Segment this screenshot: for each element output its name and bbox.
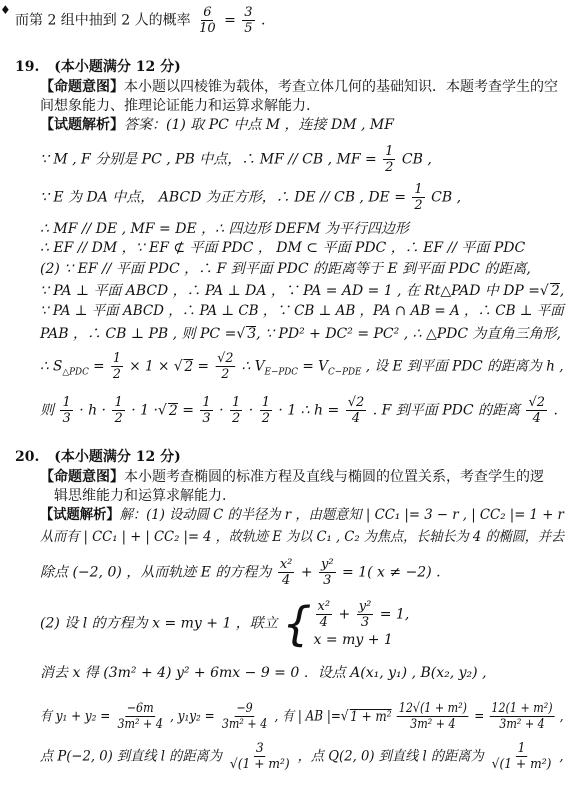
fraction: [490, 742, 554, 771]
text: . F 到平面 PDC 的距离: [372, 402, 521, 419]
fraction: [228, 742, 292, 771]
text: , ∵ PD² + DC² = PC² , ∴ △PDC 为直角三角形,: [256, 326, 561, 342]
equals: =: [197, 358, 209, 375]
fraction: [346, 396, 367, 425]
text: 则: [40, 402, 54, 419]
plus: +: [338, 606, 351, 623]
denominator: 2: [114, 411, 123, 426]
fraction: [111, 352, 123, 381]
q20-header: [15, 450, 181, 464]
q20-line-1: 从而有 | CC₁ | + | CC₂ |= 4 ，故轨迹 E 为以 C₁ , C₂ 为焦点，长轴长为 4 的椭圆，并去: [40, 529, 565, 545]
q20-intent-line2: 辑思维能力和运算求解能力.: [54, 488, 227, 504]
denominator: 4: [351, 411, 361, 426]
denominator: √(1 + m²): [229, 757, 290, 772]
text: 本小题考查椭圆的标准方程及直线与椭圆的位置关系，考查学生的逻: [124, 469, 544, 485]
numerator: −6m: [126, 701, 154, 716]
plus: +: [300, 564, 313, 581]
denominator: 3m² + 4: [221, 717, 268, 732]
numerator: 12√(1 + m²): [398, 701, 467, 716]
numerator: 1: [202, 395, 211, 410]
text: ∴ S: [40, 358, 63, 375]
q20-line-4: 消去 x 得 (3m² + 4) y² + 6mx − 9 = 0 ．设点 A(x₁, y₁) , B(x₂, y₂) ,: [40, 665, 487, 681]
radicand: 2: [184, 358, 194, 375]
fraction: [200, 396, 212, 425]
numerator: 3: [244, 5, 253, 20]
denominator: 2: [232, 411, 241, 426]
text: × 1 ×: [129, 358, 170, 375]
text: 除点 (−2, 0) ，从而轨迹 E 的方程为: [40, 564, 272, 581]
numerator: 1: [517, 741, 526, 756]
fraction: [230, 396, 242, 425]
q20-analysis-line: [40, 508, 564, 522]
text: 本小题以四棱锥为载体，考查立体几何的基础知识．本题考查学生的空: [124, 79, 558, 95]
numerator: √2: [347, 395, 365, 410]
text: PAB ，∴ CB ⊥ PB , 则 PC =: [40, 326, 237, 342]
question-number: 20.: [15, 449, 40, 465]
text: ，点 Q(2, 0) 到直线 l 的距离为: [297, 748, 484, 765]
equals: =: [93, 358, 105, 375]
q19-header: [15, 60, 181, 74]
fraction: [526, 396, 547, 425]
fraction: [60, 396, 72, 425]
top-probability-line: [15, 6, 265, 35]
fraction: [220, 702, 269, 731]
q19-line-6: ∵ PA ⊥ 平面 ABCD ，∴ PA ⊥ DA ，∵ PA = AD = 1 , 在 Rt△PAD 中 DP =√ 2,: [40, 283, 565, 299]
denominator: 3: [62, 411, 71, 426]
fraction: [260, 396, 272, 425]
fraction: [412, 183, 424, 212]
text: · h ·: [79, 402, 107, 419]
text: ∵ PA ⊥ 平面 ABCD ，∴ PA ⊥ DA ，∵ PA = AD = 1 , 在 Rt△PAD 中 DP =: [40, 283, 540, 299]
denominator: 4: [281, 573, 291, 588]
text: 点 P(−2, 0) 到直线 l 的距离为: [40, 748, 222, 765]
text: = 1,: [379, 606, 410, 623]
question-title: (本小题满分 12 分): [54, 59, 181, 75]
text: 解：(1) 设动圆 C 的半径为 r ，由题意知 | CC₁ |= 3 − r , | CC₂ |= 1 + r: [119, 507, 564, 523]
numerator: y²: [358, 599, 372, 614]
numerator: 12(1 + m²): [491, 701, 553, 716]
denominator: 3m² + 4: [499, 717, 545, 732]
analysis-tag: 【试题解析】: [40, 507, 120, 523]
numerator: −9: [236, 701, 253, 716]
fraction: [197, 6, 218, 35]
fraction: [397, 702, 469, 731]
denominator: 3m² + 4: [117, 717, 163, 732]
q19-line-8: PAB ，∴ CB ⊥ PB , 则 PC =√ 3, ∵ PD² + DC² = PC² , ∴ △PDC 为直角三角形,: [40, 326, 561, 342]
equals: =: [182, 402, 194, 419]
numerator: y²: [321, 557, 334, 572]
numerator: 6: [203, 5, 212, 20]
analysis-tag: 【试题解析】: [40, 117, 124, 133]
q19-intent-line2: 间想象能力、推理论证能力和运算求解能力.: [40, 98, 311, 114]
numerator: x²: [317, 599, 331, 614]
radicand: 1 + m²: [350, 708, 392, 725]
q19-line-1: [40, 145, 432, 174]
system-row-1: [314, 600, 410, 629]
radicand: 2: [550, 283, 560, 299]
numerator: 3: [255, 741, 264, 756]
fraction: [112, 396, 124, 425]
text: , y₁y₂ =: [170, 708, 215, 725]
q20-line-6: [40, 742, 564, 771]
text: 有 y₁ + y₂ =: [40, 708, 111, 725]
denominator: 5: [244, 21, 253, 36]
text: ∴ V: [241, 358, 265, 375]
text: 答案：(1) 取 PC 中点 M ，连接 DM , MF: [124, 117, 394, 133]
fraction: [242, 6, 254, 35]
denominator: 2: [221, 367, 230, 382]
q19-intent-line1: [40, 80, 558, 94]
system-rows: [314, 600, 410, 647]
denominator: 3: [202, 411, 211, 426]
q19-line-3: ∴ MF // DE , MF = DE ，∴ 四边形 DEFM 为平行四边形: [40, 221, 409, 237]
q19-line-2: [40, 183, 461, 212]
denominator: 2: [261, 411, 270, 426]
fraction: [490, 702, 555, 731]
corner-mark: ♦: [0, 3, 11, 17]
q19-line-4: ∴ EF // DM ，∵ EF ⊄ 平面 PDC ， DM ⊂ 平面 PDC ，∴ EF // 平面 PDC: [40, 240, 526, 256]
denominator: 3: [323, 573, 332, 588]
radicand: 2: [168, 402, 178, 419]
period: .: [553, 402, 558, 419]
numerator: 1: [385, 144, 394, 159]
numerator: 1: [62, 395, 71, 410]
text: · 1 ·: [131, 402, 158, 419]
text: ∵ E 为 DA 中点， ABCD 为正方形，∴ DE // CB , DE =: [40, 189, 406, 206]
denominator: 4: [319, 615, 328, 630]
numerator: 1: [114, 395, 123, 410]
denominator: 4: [532, 411, 541, 426]
radicand: 3: [247, 326, 257, 342]
text: · 1 ∴ h =: [278, 402, 340, 419]
q20-intent-line1: [40, 470, 544, 484]
text: (2) 设 l 的方程为 x = my + 1 ，联立: [40, 615, 278, 632]
equals: =: [474, 708, 485, 725]
numerator: 1: [112, 351, 121, 366]
denominator: 2: [385, 160, 394, 175]
q19-line-10: 则 $\frac{1}{3}$ · h · $\frac{1}{2}$ · 1 ·√ 2 = $\frac{1}{3}$ · $\frac{1}{2}$ · $\frac{1}{2}$ · 1 ∴ h = $\frac{√2}{4}$ . F 到平面 PDC 的距离 $\frac{√2}{4}$ .: [40, 395, 558, 426]
denominator: 3: [360, 615, 370, 630]
period: .: [261, 12, 266, 29]
text: ,: [559, 283, 565, 299]
numerator: √2: [528, 395, 546, 410]
text: ·: [219, 402, 224, 419]
q20-line-2: [40, 558, 441, 587]
q19-line-7: ∵ PA ⊥ 平面 ABCD ，∴ PA ⊥ CB ，∵ CB ⊥ AB ，PA ∩ AB = A ，∴ CB ⊥ 平面: [40, 303, 564, 319]
fraction: [278, 558, 295, 587]
text: CB ,: [431, 189, 462, 206]
intent-tag: 【命题意图】: [40, 79, 124, 95]
denominator: 10: [199, 21, 216, 36]
text: ,: [559, 748, 564, 765]
fraction: [357, 600, 374, 629]
q19-analysis-line: [40, 118, 394, 132]
numerator: 1: [414, 182, 423, 197]
numerator: x²: [279, 557, 293, 572]
q19-line-5: (2) ∵ EF // 平面 PDC ，∴ F 到平面 PDC 的距离等于 E 到平面 PDC 的距离,: [40, 261, 531, 277]
equals: =: [224, 12, 236, 29]
denominator: 2: [112, 367, 121, 382]
text: CB ,: [401, 151, 432, 168]
text: 而第 2 组中抽到 2 人的概率: [15, 12, 191, 29]
text: , 设 E 到平面 PDC 的距离为 h ,: [365, 358, 564, 375]
intent-tag: 【命题意图】: [40, 469, 124, 485]
subscript: △PDC: [62, 367, 89, 378]
text: , 有 | AB |=: [274, 708, 341, 725]
fraction: [383, 145, 395, 174]
numerator: 1: [232, 395, 241, 410]
q20-line-3: [40, 596, 410, 651]
text: = V: [302, 358, 329, 375]
question-number: 19.: [15, 59, 40, 75]
text: = 1( x ≠ −2) .: [342, 564, 441, 581]
subscript: C−PDE: [328, 367, 362, 378]
text: ·: [248, 402, 254, 419]
system-row-2: x = my + 1: [313, 632, 393, 648]
numerator: 1: [261, 395, 270, 410]
text: ,: [559, 708, 564, 725]
denominator: 3m² + 4: [410, 717, 456, 732]
q20-line-5: 有 y₁ + y₂ = $\frac{-6m}{\text{3m² + 4}}$ , y₁y₂ = $\frac{-9}{\text{3m² + 4}}$ , 有 | AB |=√ 1 + m² $\frac{\text{12√(1 + m²)}}{\text{3m² + 4}}$ = $\frac{\text{12(1 + m²)}}{\text{3m² + 4}}$ ,: [40, 701, 564, 732]
equation-system: [282, 596, 410, 651]
fraction: [215, 352, 235, 381]
fraction: [319, 558, 336, 587]
numerator: √2: [217, 351, 234, 366]
subscript: E−PDC: [264, 367, 299, 378]
fraction: [316, 600, 333, 629]
denominator: 2: [414, 198, 423, 213]
denominator: √(1 + m²): [491, 757, 552, 772]
text: ∵ M , F 分别是 PC , PB 中点，∴ MF // CB , MF =: [40, 151, 377, 168]
fraction: [116, 702, 165, 731]
question-title: (本小题满分 12 分): [54, 449, 181, 465]
q19-line-9: ∴ $S_{\triangle PDC}$ = $\frac{1}{2}$ × 1 × √ 2 = $\frac{√2}{2}$ ∴ $V_{E-PDC} = V_{C-PDE}$ , 设 E 到平面 PDC 的距离为 h ,: [40, 351, 564, 382]
left-brace: {: [282, 596, 312, 651]
